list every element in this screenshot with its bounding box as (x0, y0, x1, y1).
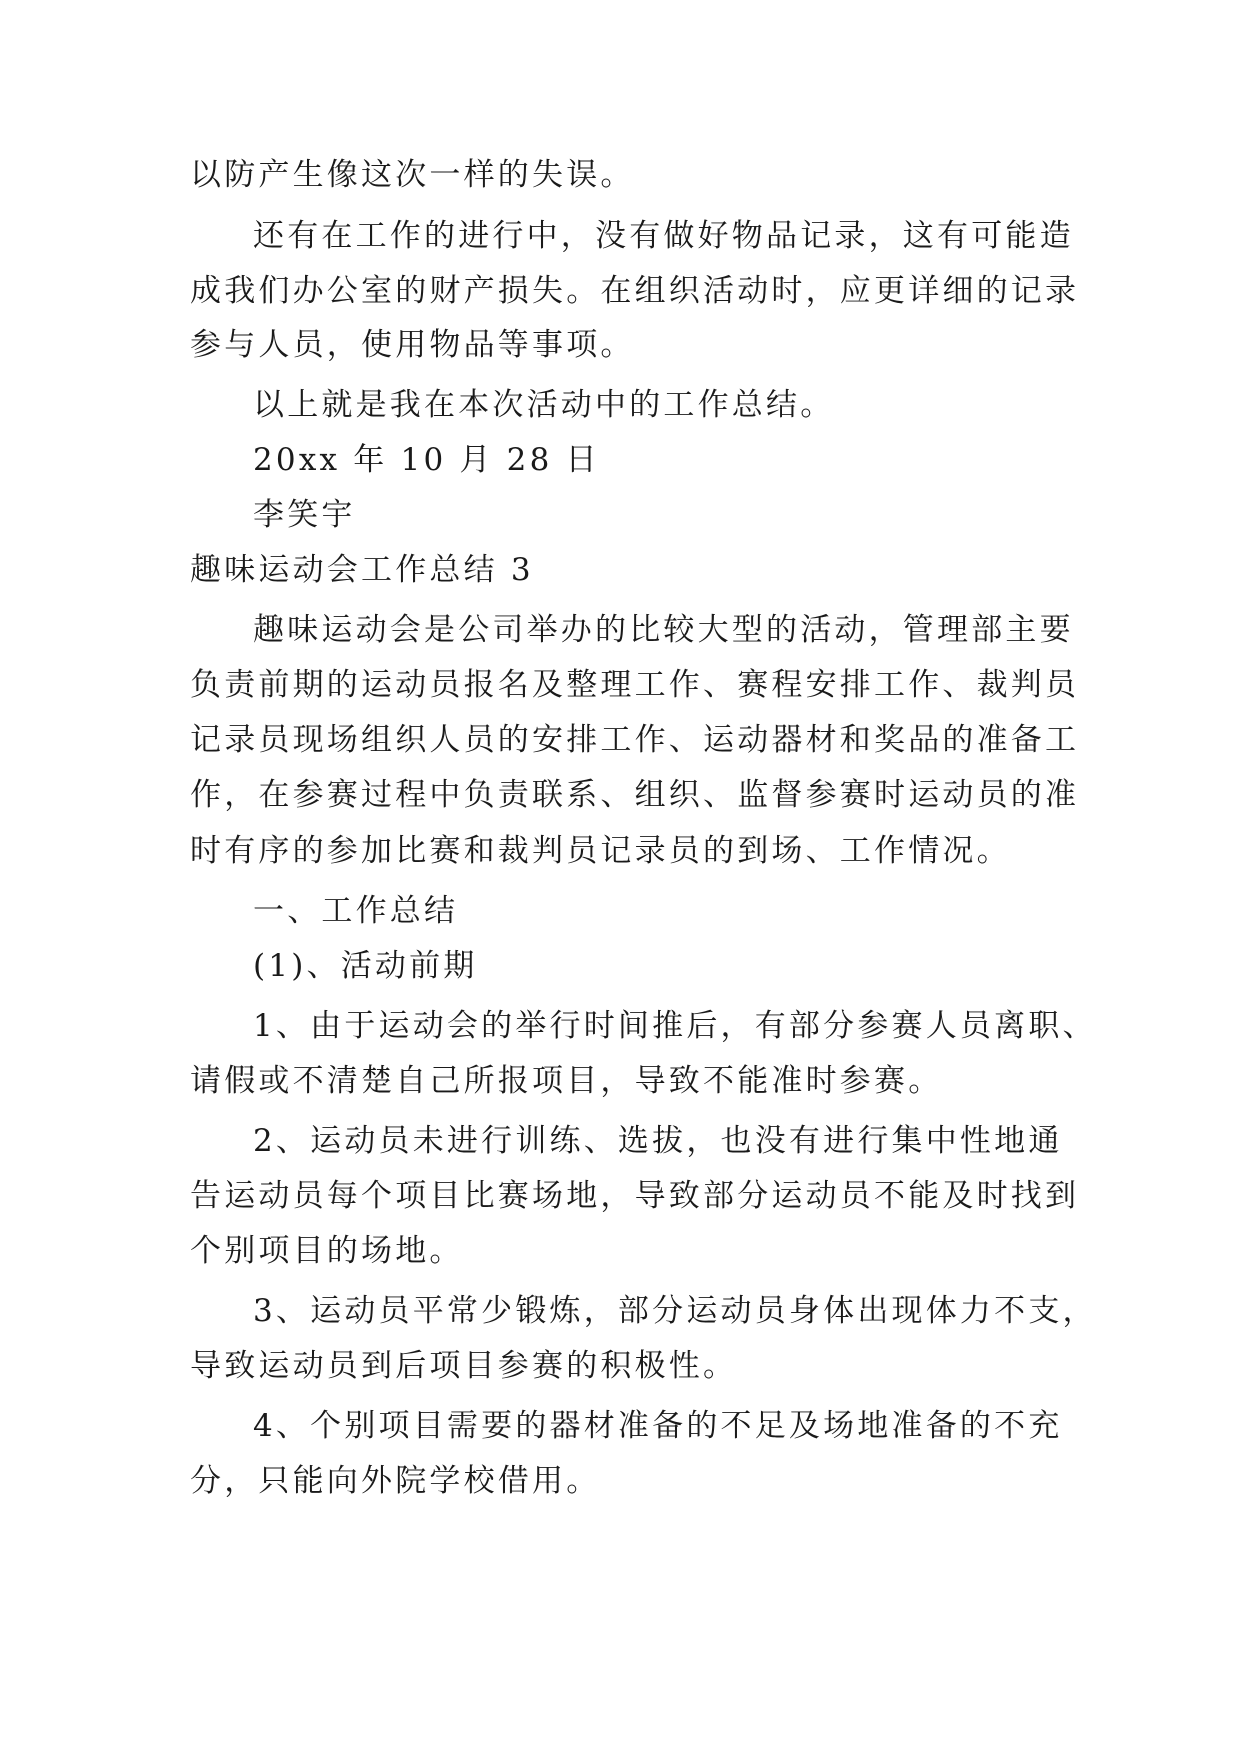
list-item-2-line: 2、运动员未进行训练、选拔，也没有进行集中性地通 (253, 1123, 1063, 1159)
text-line: 分，只能向外院学校借用。 (190, 1463, 601, 1499)
subheading-pre-activity: (1)、活动前期 (253, 948, 478, 984)
section-title: 趣味运动会工作总结 3 (190, 552, 534, 588)
text-line: 告运动员每个项目比赛场地，导致部分运动员不能及时找到 (190, 1178, 1080, 1214)
text-line: 以防产生像这次一样的失误。 (190, 157, 635, 193)
heading-work-summary: 一、工作总结 (253, 893, 459, 929)
list-item-4-line: 4、个别项目需要的器材准备的不足及场地准备的不充 (253, 1408, 1063, 1444)
text-line: 负责前期的运动员报名及整理工作、赛程安排工作、裁判员 (190, 667, 1080, 703)
text-line: 请假或不清楚自己所报项目，导致不能准时参赛。 (190, 1063, 943, 1099)
text-line: 导致运动员到后项目参赛的积极性。 (190, 1348, 738, 1384)
list-item-1-line: 1、由于运动会的举行时间推后，有部分参赛人员离职、 (253, 1008, 1097, 1044)
text-line: 作，在参赛过程中负责联系、组织、监督参赛时运动员的准 (190, 777, 1080, 813)
list-item-3-line: 3、运动员平常少锻炼，部分运动员身体出现体力不支， (253, 1293, 1097, 1329)
text-line: 记录员现场组织人员的安排工作、运动器材和奖品的准备工 (190, 722, 1080, 758)
signature-name: 李笑宇 (253, 497, 356, 533)
text-line: 成我们办公室的财产损失。在组织活动时，应更详细的记录 (190, 273, 1080, 309)
paragraph-first-line: 以上就是我在本次活动中的工作总结。 (253, 387, 835, 423)
text-line: 时有序的参加比赛和裁判员记录员的到场、工作情况。 (190, 833, 1011, 869)
text-line: 个别项目的场地。 (190, 1233, 464, 1269)
date-line: 20xx 年 10 月 28 日 (253, 442, 600, 478)
paragraph-first-line: 还有在工作的进行中，没有做好物品记录，这有可能造 (253, 218, 1074, 254)
paragraph-first-line: 趣味运动会是公司举办的比较大型的活动，管理部主要 (253, 612, 1074, 648)
text-line: 参与人员，使用物品等事项。 (190, 327, 635, 363)
